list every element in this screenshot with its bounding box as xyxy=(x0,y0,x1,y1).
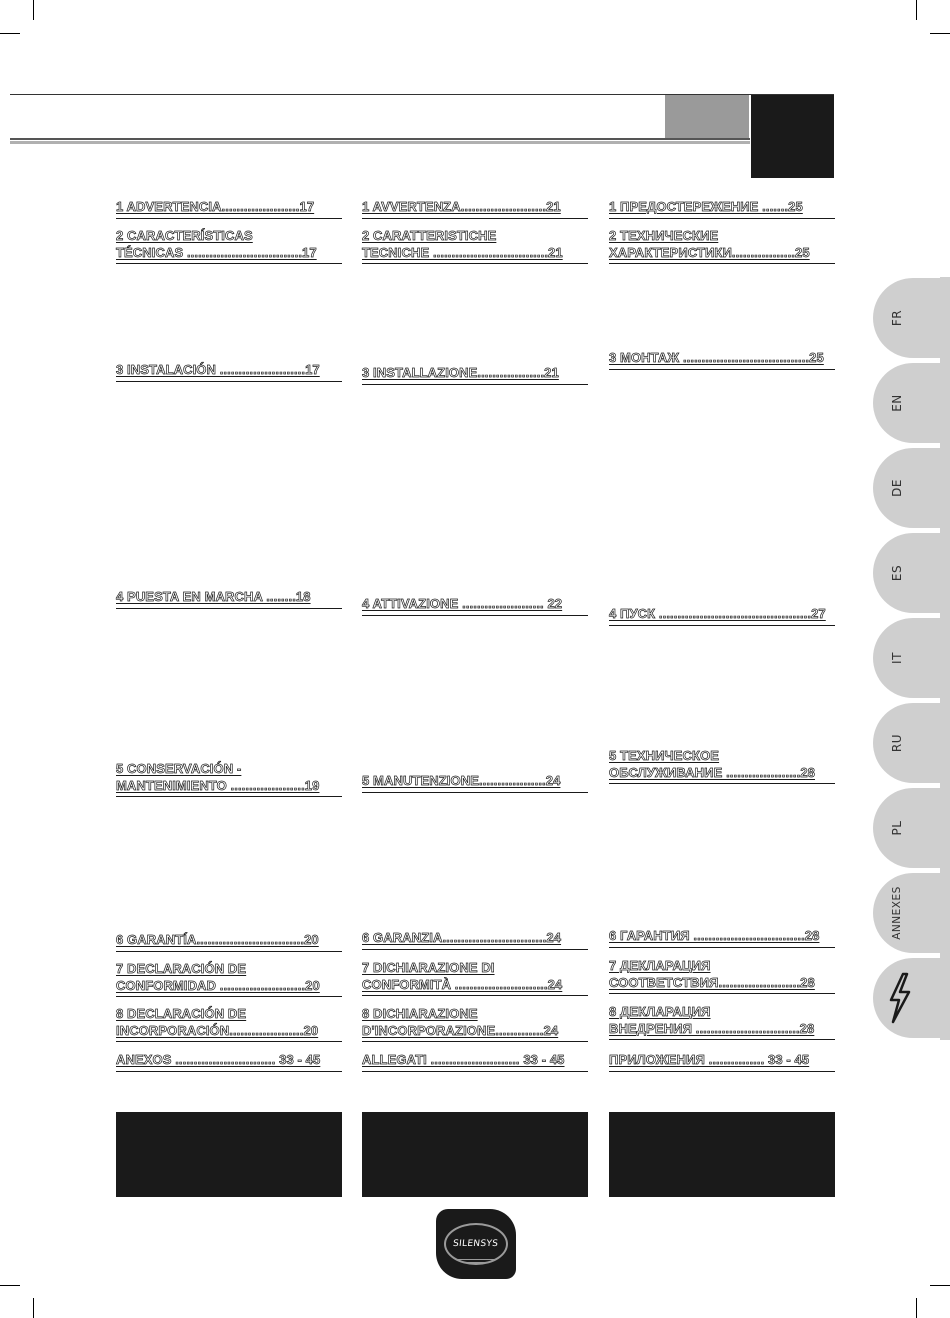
tab-es-label: ES xyxy=(890,564,904,582)
logo-underline xyxy=(458,1259,494,1260)
tab-ru-label: RU xyxy=(890,733,904,753)
crop-mark xyxy=(916,0,917,20)
black-panel-es xyxy=(116,1112,342,1197)
toc-it-incorporazione[interactable]: 8 DICHIARAZIONE D'INCORPORAZIONE.............24 xyxy=(362,1006,588,1042)
header-grey-block xyxy=(665,95,749,138)
toc-it-attivazione[interactable]: 4 ATTIVAZIONE ...................... 22 xyxy=(362,596,588,616)
toc-es-puesta-en-marcha[interactable]: 4 PUESTA EN MARCHA ........18 xyxy=(116,589,342,609)
toc-ru-montage[interactable]: 3 МОНТАЖ ..................................25 xyxy=(609,350,835,370)
tab-es[interactable] xyxy=(873,533,950,613)
toc-it-manutenzione[interactable]: 5 MANUTENZIONE..................24 xyxy=(362,773,588,793)
header-rule-shadow xyxy=(10,141,750,144)
toc-it-allegati[interactable]: ALLEGATI ........................ 33 - 45 xyxy=(362,1052,588,1072)
tab-en[interactable] xyxy=(873,363,950,443)
lightning-bolt-icon xyxy=(883,972,915,1024)
tab-de-label: DE xyxy=(890,479,904,497)
tab-it-label: IT xyxy=(890,652,904,664)
black-panel-ru xyxy=(609,1112,835,1197)
toc-ru-guarantee[interactable]: 6 ГАРАНТИЯ ..............................28 xyxy=(609,928,835,948)
toc-it-installazione[interactable]: 3 INSTALLAZIONE..................21 xyxy=(362,365,588,385)
crop-mark xyxy=(916,1298,917,1318)
toc-es-anexos[interactable]: ANEXOS ........................... 33 - 45 xyxy=(116,1052,342,1072)
toc-ru-incorporation[interactable]: 8 ДЕКЛАРАЦИЯ ВНЕДРЕНИЯ ............................28 xyxy=(609,1004,835,1040)
toc-ru-start[interactable]: 4 ПУСК .........................................27 xyxy=(609,606,835,626)
toc-it-avvertenza[interactable]: 1 AVVERTENZA.......................21 xyxy=(362,199,588,219)
toc-it-conformita[interactable]: 7 DICHIARAZIONE DI CONFORMITÀ .........................24 xyxy=(362,960,588,996)
tab-it[interactable] xyxy=(873,618,950,698)
tab-ru[interactable] xyxy=(873,703,950,783)
toc-ru-maintenance[interactable]: 5 ТЕХНИЧЕСКОЕ ОБСЛУЖИВАНИЕ ....................28 xyxy=(609,748,835,784)
silensys-logo xyxy=(436,1209,516,1279)
toc-es-caracteristicas[interactable]: 2 CARACTERÍSTICAS TÉCNICAS ...............................17 xyxy=(116,228,342,264)
header-rule-bottom xyxy=(10,138,750,140)
tab-pl[interactable] xyxy=(873,788,950,868)
toc-ru-conformity[interactable]: 7 ДЕКЛАРАЦИЯ СООТВЕТСТВИЯ......................28 xyxy=(609,958,835,994)
toc-ru-annexes[interactable]: ПРИЛОЖЕНИЯ ............... 33 - 45 xyxy=(609,1052,835,1072)
toc-es-conservacion[interactable]: 5 CONSERVACIÓN - MANTENIMIENTO ....................19 xyxy=(116,761,342,797)
tab-fr[interactable] xyxy=(873,278,950,358)
crop-mark xyxy=(0,1285,20,1286)
header-black-block xyxy=(751,95,834,178)
tab-de[interactable] xyxy=(873,448,950,528)
logo-underline-short xyxy=(464,1262,488,1263)
crop-mark xyxy=(0,33,20,34)
tab-pl-label: PL xyxy=(890,820,904,836)
crop-mark xyxy=(33,0,34,20)
crop-mark xyxy=(930,1285,950,1286)
crop-mark xyxy=(930,33,950,34)
logo-text: SILENSYS xyxy=(452,1239,500,1249)
toc-es-incorporacion[interactable]: 8 DECLARACIÓN DE INCORPORACIÓN....................20 xyxy=(116,1006,342,1042)
toc-es-instalacion[interactable]: 3 INSTALACIÓN .......................17 xyxy=(116,362,342,382)
tab-annexes-label: ANNEXES xyxy=(891,886,903,940)
toc-es-advertencia[interactable]: 1 ADVERTENCIA.....................17 xyxy=(116,199,342,219)
toc-ru-warning[interactable]: 1 ПРЕДОСТЕРЕЖЕНИЕ .......25 xyxy=(609,199,835,219)
black-panel-it xyxy=(362,1112,588,1197)
toc-it-caratteristiche[interactable]: 2 CARATTERISTICHE TECNICHE ...............................21 xyxy=(362,228,588,264)
toc-es-conformidad[interactable]: 7 DECLARACIÓN DE CONFORMIDAD .......................20 xyxy=(116,961,342,997)
tab-fr-label: FR xyxy=(890,309,904,327)
tab-en-label: EN xyxy=(890,394,904,412)
tab-annexes[interactable] xyxy=(873,873,950,953)
toc-ru-specs[interactable]: 2 ТЕХНИЧЕСКИЕ ХАРАКТЕРИСТИКИ.................25 xyxy=(609,228,835,264)
toc-es-garantia[interactable]: 6 GARANTÍA.............................20 xyxy=(116,932,342,952)
crop-mark xyxy=(33,1298,34,1318)
toc-it-garanzia[interactable]: 6 GARANZIA............................24 xyxy=(362,930,588,950)
tab-electrical[interactable] xyxy=(873,958,950,1038)
